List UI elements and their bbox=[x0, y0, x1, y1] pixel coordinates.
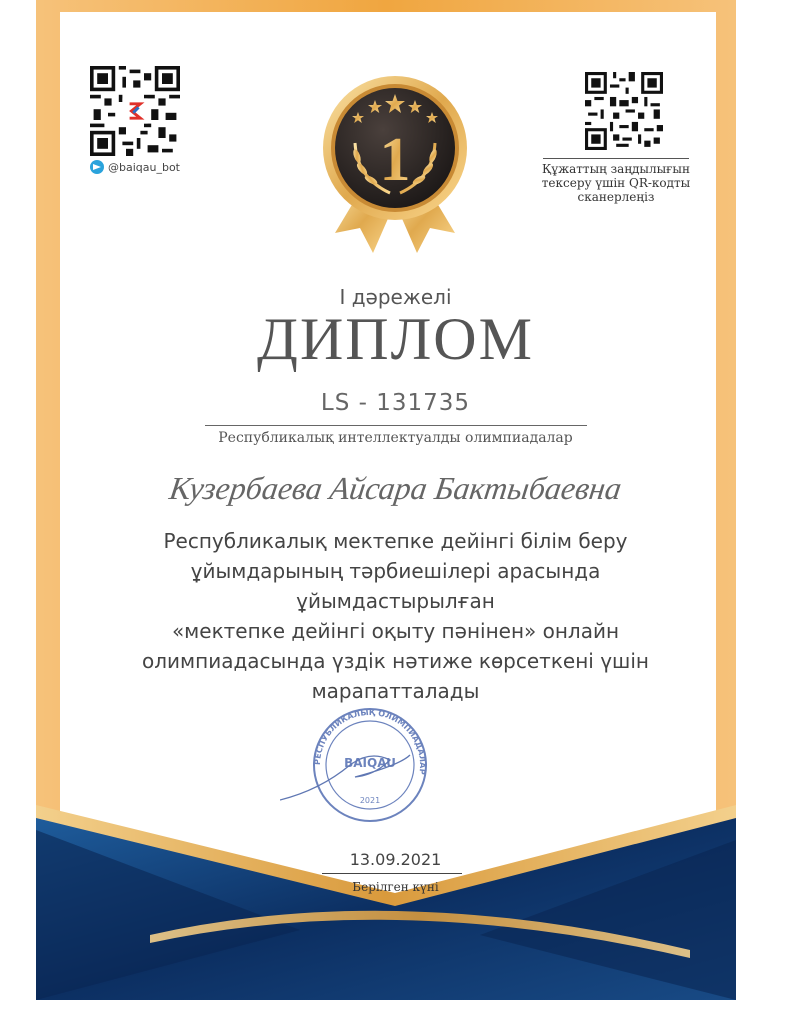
certificate-number: LS - 131735 bbox=[320, 390, 471, 416]
verify-caption bbox=[535, 162, 697, 204]
date-divider bbox=[322, 873, 462, 874]
telegram-bot-link[interactable] bbox=[90, 160, 180, 174]
telegram-icon bbox=[90, 160, 104, 174]
stamp-year: 2021 bbox=[359, 796, 381, 805]
description-line: марапатталады bbox=[311, 679, 480, 703]
qr-code-verify[interactable] bbox=[585, 72, 663, 150]
description-line: Республикалық мектепке дейінгі білім беру bbox=[163, 529, 628, 553]
stamp-center: BAIQAU bbox=[344, 756, 396, 770]
official-stamp bbox=[280, 705, 460, 825]
first-place-medal-icon bbox=[305, 68, 485, 258]
issue-date-label: Берілген күні bbox=[352, 880, 439, 894]
verify-caption-line: сканерлеңіз bbox=[577, 190, 655, 204]
verify-caption-line: Құжаттың заңдылығын bbox=[542, 162, 690, 176]
description-line: олимпиадасында үздік нәтиже көрсеткені үшін bbox=[142, 649, 649, 673]
description-line: ұйымдарының тәрбиешілері арасында ұйымдастырылған bbox=[190, 559, 601, 613]
award-description bbox=[110, 526, 681, 706]
diploma-degree: I дәрежелі bbox=[339, 285, 452, 309]
verify-divider bbox=[543, 158, 689, 159]
qr-code-bot[interactable] bbox=[90, 66, 180, 156]
number-divider bbox=[205, 425, 587, 426]
medal-number: 1 bbox=[379, 126, 411, 194]
telegram-handle: @baiqau_bot bbox=[108, 160, 180, 174]
event-name: Республикалық интеллектуалды олимпиадалар bbox=[218, 430, 573, 446]
diploma-title: ДИПЛОМ bbox=[257, 306, 534, 372]
stamp-ring-text: РЕСПУБЛИКАЛЫҚ ОЛИМПИАДАЛАР bbox=[312, 707, 428, 776]
description-line: «мектепке дейінгі оқыту пәнінен» онлайн bbox=[171, 619, 620, 643]
verify-caption-line: тексеру үшін QR-кодты bbox=[541, 176, 691, 190]
issue-date: 13.09.2021 bbox=[349, 850, 442, 869]
recipient-name: Кузербаева Айсара Бактыбаевна bbox=[167, 470, 624, 506]
